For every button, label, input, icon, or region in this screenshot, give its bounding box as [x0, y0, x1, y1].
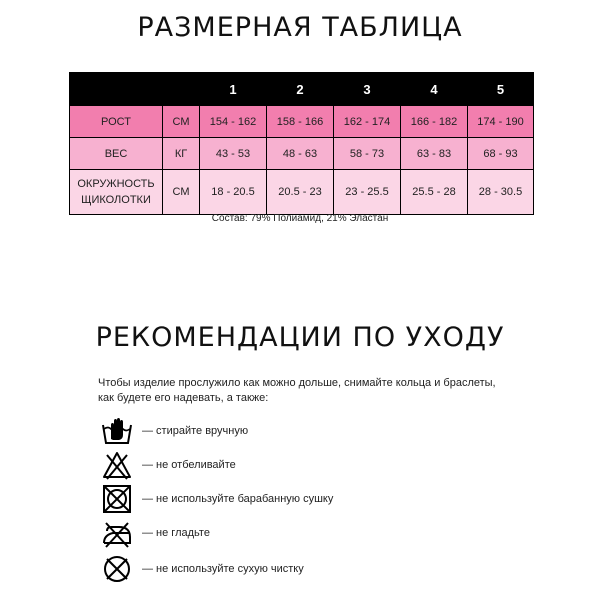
row-unit: СМ	[163, 106, 200, 138]
care-intro	[98, 376, 518, 406]
no-iron-icon	[100, 516, 134, 550]
care-item-text: — не используйте сухую чистку	[142, 563, 304, 575]
care-item-text: — не гладьте	[142, 527, 210, 539]
care-title: РЕКОМЕНДАЦИИ ПО УХОДУ	[95, 322, 505, 353]
size-header: 2	[267, 73, 334, 106]
table-row-weight	[70, 138, 534, 170]
table-cell: 20.5 - 23	[267, 170, 334, 215]
care-item	[100, 516, 210, 550]
row-unit: КГ	[163, 138, 200, 170]
table-row-ankle	[70, 170, 534, 215]
row-label: ВЕС	[70, 138, 163, 170]
size-header: 5	[468, 73, 534, 106]
header-empty-cell	[163, 73, 200, 106]
care-intro-line: как будете его надевать, а также:	[98, 392, 269, 404]
size-header: 4	[401, 73, 468, 106]
care-item-text: — стирайте вручную	[142, 425, 249, 437]
row-label-line: ОКРУЖНОСТЬ	[77, 178, 155, 190]
table-cell: 162 - 174	[334, 106, 401, 138]
table-row-height	[70, 106, 534, 138]
care-item	[100, 552, 304, 586]
size-table	[69, 72, 534, 215]
no-tumble-dry-icon	[100, 482, 134, 516]
table-cell: 166 - 182	[401, 106, 468, 138]
care-item	[100, 448, 236, 482]
size-header: 1	[200, 73, 267, 106]
table-cell: 28 - 30.5	[468, 170, 534, 215]
hand-wash-icon	[100, 414, 134, 448]
table-cell: 25.5 - 28	[401, 170, 468, 215]
table-header-row	[70, 73, 534, 106]
table-cell: 58 - 73	[334, 138, 401, 170]
table-cell: 48 - 63	[267, 138, 334, 170]
size-header: 3	[334, 73, 401, 106]
composition-note: Состав: 79% Полиамид, 21% Эластан	[211, 213, 389, 224]
table-cell: 18 - 20.5	[200, 170, 267, 215]
care-item-text: — не используйте барабанную сушку	[142, 493, 334, 505]
no-dry-clean-icon	[100, 552, 134, 586]
table-cell: 158 - 166	[267, 106, 334, 138]
table-cell: 154 - 162	[200, 106, 267, 138]
table-cell: 43 - 53	[200, 138, 267, 170]
table-cell: 174 - 190	[468, 106, 534, 138]
care-intro-line: Чтобы изделие прослужило как можно дольше, снимайте кольца и браслеты,	[98, 377, 496, 389]
table-cell: 68 - 93	[468, 138, 534, 170]
no-bleach-icon	[100, 448, 134, 482]
row-label-line: ЩИКОЛОТКИ	[81, 194, 151, 206]
table-cell: 23 - 25.5	[334, 170, 401, 215]
size-chart-title: РАЗМЕРНАЯ ТАБЛИЦА	[137, 12, 463, 43]
care-item-text: — не отбеливайте	[142, 459, 236, 471]
header-empty-cell	[70, 73, 163, 106]
row-label	[70, 170, 163, 215]
care-item	[100, 482, 333, 516]
row-label: РОСТ	[70, 106, 163, 138]
care-item	[100, 414, 248, 448]
row-unit: СМ	[163, 170, 200, 215]
table-cell: 63 - 83	[401, 138, 468, 170]
